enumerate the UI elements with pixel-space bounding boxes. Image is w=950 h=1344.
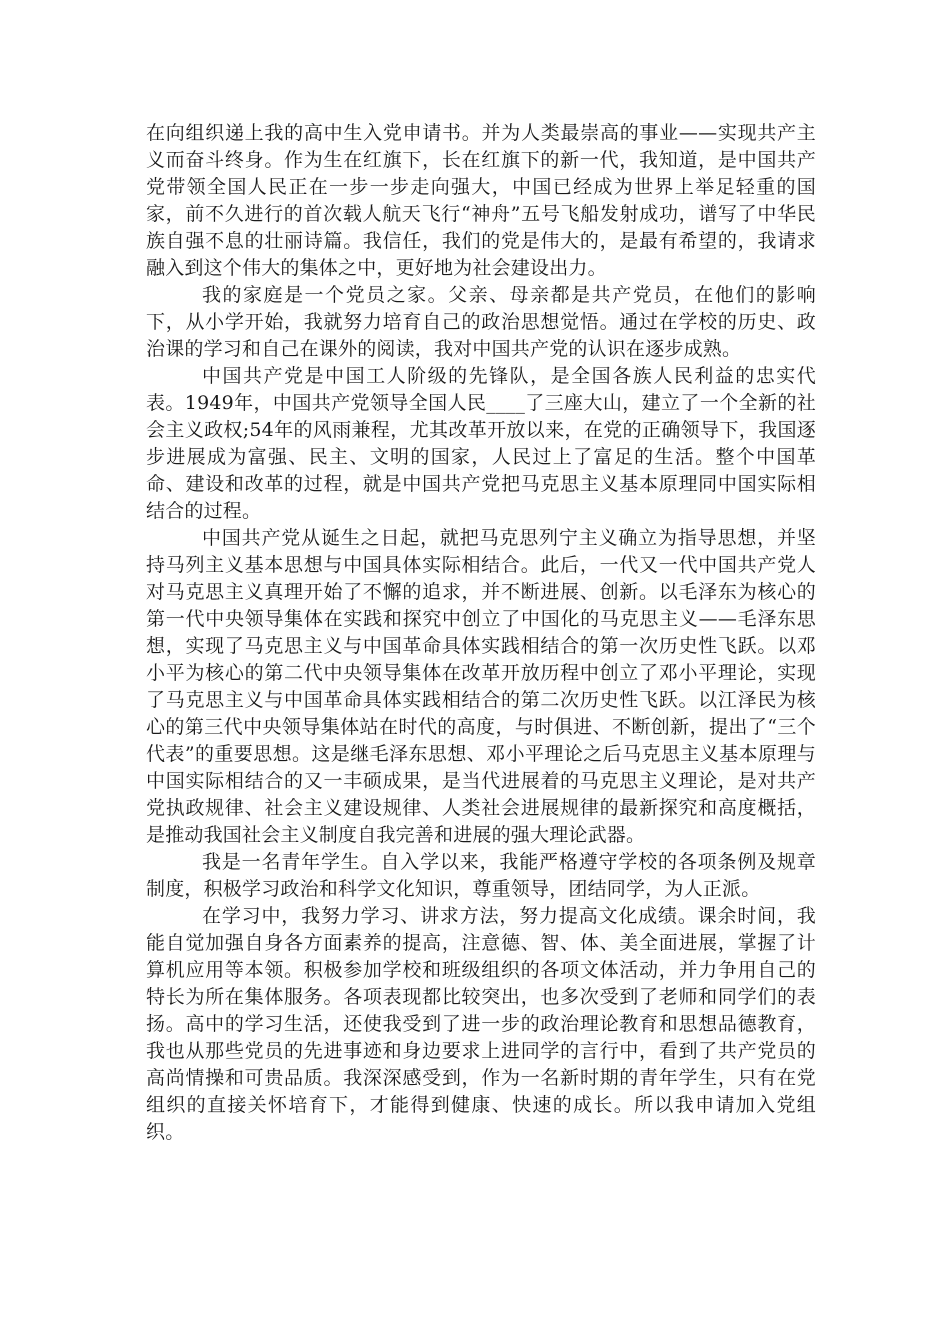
paragraph-6: 在学习中，我努力学习、讲求方法，努力提高文化成绩。课余时间，我能自觉加强自身各方面素养的提高，注意德、智、体、美全面进展，掌握了计算机应用等本领。积极参加学校和班级组织的各项文体活动，并力争用自己的特长为所在集体服务。各项表现都比较突出，也多次受到了老师和同学们的表扬。高中的学习生活，还使我受到了进一步的政治理论教育和思想品德教育，我也从那些党员的先进事迹和身边要求上进同学的言行中，看到了共产党员的高尚情操和可贵品质。我深深感受到，作为一名新时期的青年学生，只有在党组织的直接关怀培育下，才能得到健康、快速的成长。所以我申请加入党组织。 bbox=[146, 905, 816, 1143]
paragraph-4: 中国共产党从诞生之日起，就把马克思列宁主义确立为指导思想，并坚持马列主义基本思想与中国具体实际相结合。此后，一代又一代中国共产党人对马克思主义真理开始了不懈的追求，并不断进展、创新。以毛泽东为核心的第一代中央领导集体在实践和探究中创立了中国化的马克思主义——毛泽东思想，实现了马克思主义与中国革命具体实践相结合的第一次历史性飞跃。以邓小平为核心的第二代中央领导集体在改革开放历程中创立了邓小平理论，实现了马克思主义与中国革命具体实践相结合的第二次历史性飞跃。以江泽民为核心的第三代中央领导集体站在时代的高度，与时俱进、不断创新，提出了“三个代表”的重要思想。这是继毛泽东思想、邓小平理论之后马克思主义基本原理与中国实际相结合的又一丰硕成果，是当代进展着的马克思主义理论，是对共产党执政规律、社会主义建设规律、人类社会进展规律的最新探究和高度概括，是推动我国社会主义制度自我完善和进展的强大理论武器。 bbox=[146, 527, 816, 846]
document-body bbox=[146, 120, 816, 1146]
paragraph-5: 我是一名青年学生。自入学以来，我能严格遵守学校的各项条例及规章制度，积极学习政治和科学文化知识，尊重领导，团结同学，为人正派。 bbox=[146, 851, 816, 900]
paragraph-2: 我的家庭是一个党员之家。父亲、母亲都是共产党员，在他们的影响下，从小学开始，我就努力培育自己的政治思想觉悟。通过在学校的历史、政治课的学习和自己在课外的阅读，我对中国共产党的认识在逐步成熟。 bbox=[146, 284, 816, 360]
paragraph-1: 在向组织递上我的高中生入党申请书。并为人类最崇高的事业——实现共产主义而奋斗终身。作为生在红旗下，长在红旗下的新一代，我知道，是中国共产党带领全国人民正在一步一步走向强大，中国已经成为世界上举足轻重的国家，前不久进行的首次载人航天飞行“神舟”五号飞船发射成功，谱写了中华民族自强不息的壮丽诗篇。我信任，我们的党是伟大的，是最有希望的，我请求融入到这个伟大的集体之中，更好地为社会建设出力。 bbox=[146, 122, 816, 279]
paragraph-3: 中国共产党是中国工人阶级的先锋队，是全国各族人民利益的忠实代表。1949年，中国共产党领导全国人民____了三座大山，建立了一个全新的社会主义政权;54年的风雨兼程，尤其改革开放以来，在党的正确领导下，我国逐步进展成为富强、民主、文明的国家，人民过上了富足的生活。整个中国革命、建设和改革的过程，就是中国共产党把马克思主义基本原理同中国实际相结合的过程。 bbox=[146, 365, 816, 522]
